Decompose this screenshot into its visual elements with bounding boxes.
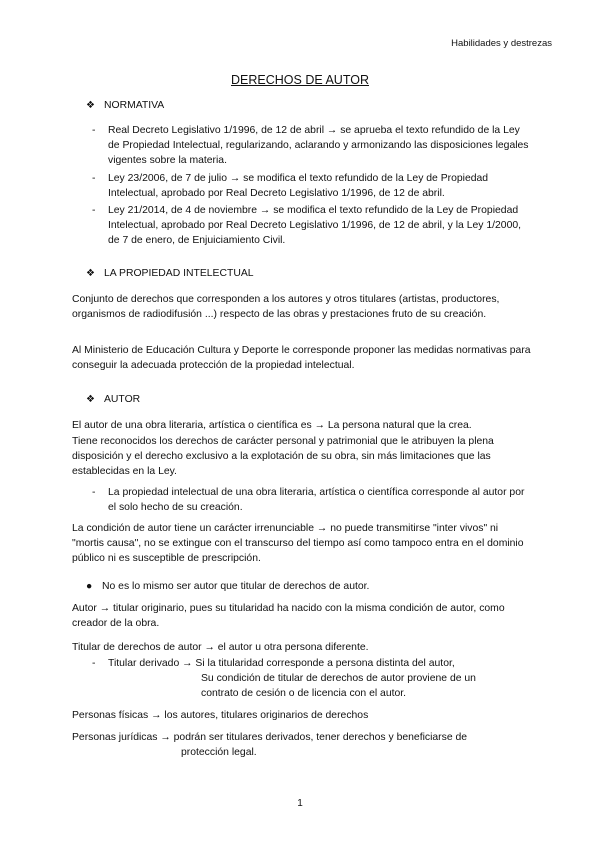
dash-marker: - bbox=[92, 125, 96, 136]
section-heading-propiedad: ❖ LA PROPIEDAD INTELECTUAL bbox=[86, 268, 254, 279]
page-title: DERECHOS DE AUTOR bbox=[231, 73, 369, 87]
bullet-dot-icon: ● bbox=[86, 581, 93, 592]
list-item-continuation: Su condición de titular de derechos de autor proviene de un bbox=[201, 673, 476, 684]
paragraph-continuation: protección legal. bbox=[181, 747, 257, 758]
list-item-derivado: - Titular derivado → Si la titularidad corresponde a persona distinta del autor, bbox=[92, 658, 455, 669]
paragraph: Personas físicas → los autores, titulares originarios de derechos bbox=[72, 710, 369, 721]
diamond-bullet-icon: ❖ bbox=[86, 268, 95, 279]
page-number: 1 bbox=[297, 798, 303, 809]
paragraph: Personas jurídicas → podrán ser titulares derivados, tener derechos y beneficiarse de bbox=[72, 732, 468, 743]
paragraph: Titular de derechos de autor → el autor u otra persona diferente. bbox=[72, 642, 369, 653]
paragraph: La condición de autor tiene un carácter irrenunciable → no puede transmitirse "inter vivos" ni "mortis causa", no se extingue con el transcurso del tiempo así como tampoco entra en el dominio público ni es susceptible de prescripción. bbox=[72, 523, 524, 565]
diamond-bullet-icon: ❖ bbox=[86, 394, 95, 405]
diamond-bullet-icon: ❖ bbox=[86, 100, 95, 111]
bullet-item: ● No es lo mismo ser autor que titular de derechos de autor. bbox=[86, 581, 370, 592]
dash-marker: - bbox=[92, 205, 96, 216]
paragraph: El autor de una obra literaria, artística o científica es → La persona natural que la crea. bbox=[72, 420, 472, 431]
paragraph: Conjunto de derechos que corresponden a los autores y otros titulares (artistas, productores, organismos de radiodifusión ...) respecto de las obras y prestaciones fruto de su creación. bbox=[72, 294, 500, 321]
section-heading-autor: ❖ AUTOR bbox=[86, 394, 141, 405]
paragraph: Al Ministerio de Educación Cultura y Deporte le corresponde proponer las medidas normativas para conseguir la adecuada protección de la propiedad intelectual. bbox=[72, 345, 531, 372]
section-heading-normativa: ❖ NORMATIVA bbox=[86, 100, 165, 111]
dash-marker: - bbox=[92, 173, 96, 184]
dash-marker: - bbox=[92, 658, 96, 669]
paragraph: Tiene reconocidos los derechos de carácter personal y patrimonial que le atribuyen la plena disposición y el derecho exclusivo a la explotación de su obra, sin más limitaciones que las establecidas en la Ley. bbox=[72, 436, 494, 478]
list-item-continuation: contrato de cesión o de licencia con el autor. bbox=[201, 688, 407, 699]
paragraph: Autor → titular originario, pues su titularidad ha nacido con la misma condición de autor, como creador de la obra. bbox=[72, 603, 505, 630]
dash-marker: - bbox=[92, 487, 96, 498]
running-header: Habilidades y destrezas bbox=[451, 38, 552, 49]
